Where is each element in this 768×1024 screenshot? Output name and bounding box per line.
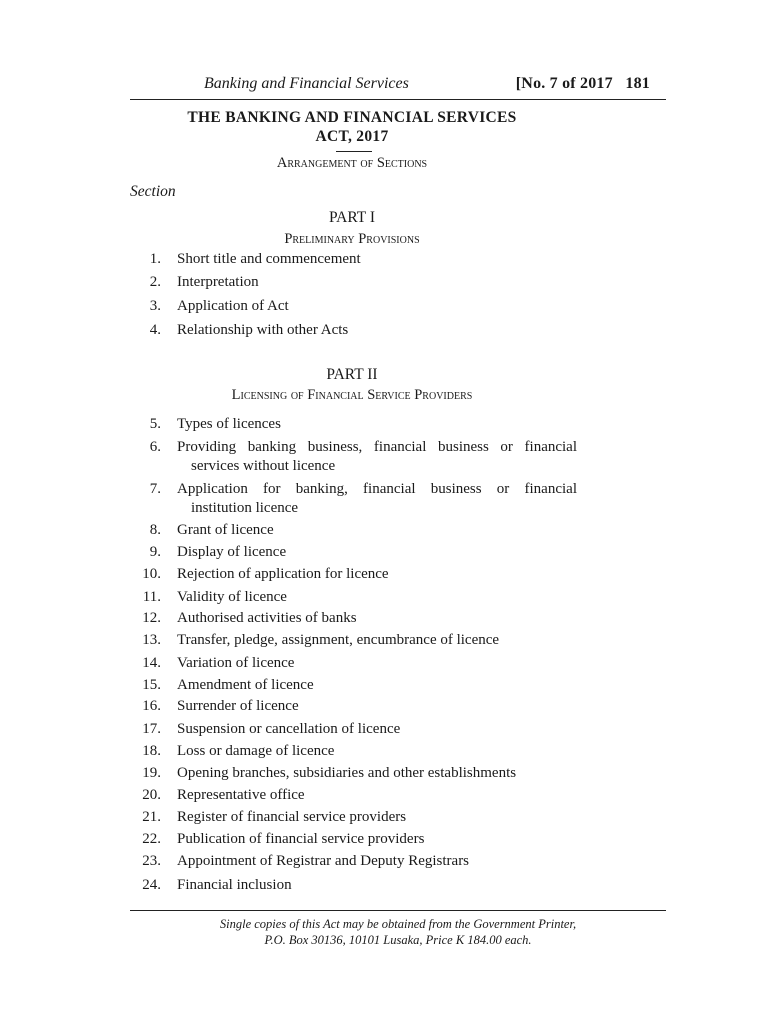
footer-rule bbox=[130, 910, 666, 911]
section-title: Loss or damage of licence bbox=[177, 743, 335, 759]
section-title: Rejection of application for licence bbox=[177, 566, 389, 582]
section-number: 3. bbox=[149, 298, 161, 314]
section-title: Variation of licence bbox=[177, 655, 295, 671]
section-title: Grant of licence bbox=[177, 522, 274, 538]
section-title: Application of Act bbox=[177, 298, 289, 314]
section-number: 21. bbox=[142, 809, 161, 825]
section-number: 6. bbox=[149, 439, 161, 455]
section-number: 22. bbox=[142, 831, 161, 847]
section-number: 10. bbox=[142, 566, 161, 582]
section-title: Representative office bbox=[177, 787, 305, 803]
header-rule bbox=[130, 99, 666, 100]
section-title: Register of financial service providers bbox=[177, 809, 407, 825]
act-title-line-1: THE BANKING AND FINANCIAL SERVICES bbox=[187, 109, 517, 126]
section-number: 13. bbox=[142, 632, 161, 648]
section-title: Opening branches, subsidiaries and other establishments bbox=[177, 765, 517, 781]
section-number: 11. bbox=[142, 589, 161, 605]
section-title: Application for banking, financial business or financial bbox=[177, 481, 577, 497]
section-title: Appointment of Registrar and Deputy Registrars bbox=[177, 853, 470, 869]
part-2-title: PART II bbox=[326, 366, 378, 383]
section-number: 5. bbox=[149, 416, 161, 432]
section-number: 12. bbox=[142, 610, 161, 626]
section-title: Providing banking business, financial business or financial bbox=[177, 439, 577, 455]
section-label: Section bbox=[130, 183, 176, 200]
section-title-continuation: institution licence bbox=[191, 500, 299, 516]
section-title-continuation: services without licence bbox=[191, 458, 336, 474]
part-2-subtitle: Licensing of Financial Service Providers bbox=[231, 387, 473, 403]
section-number: 14. bbox=[142, 655, 161, 671]
section-number: 15. bbox=[142, 677, 161, 693]
part-1-title: PART I bbox=[328, 209, 376, 226]
section-number: 9. bbox=[149, 544, 161, 560]
footer-line-2: P.O. Box 30136, 10101 Lusaka, Price K 184.00 each. bbox=[264, 933, 532, 947]
section-title: Financial inclusion bbox=[177, 877, 292, 893]
section-title: Surrender of licence bbox=[177, 698, 299, 714]
part-1-subtitle: Preliminary Provisions bbox=[284, 231, 420, 247]
running-title: Banking and Financial Services bbox=[204, 75, 409, 92]
section-title: Authorised activities of banks bbox=[177, 610, 357, 626]
section-title: Display of licence bbox=[177, 544, 287, 560]
section-title: Types of licences bbox=[177, 416, 281, 432]
section-number: 24. bbox=[142, 877, 161, 893]
section-title: Amendment of licence bbox=[177, 677, 314, 693]
section-number: 1. bbox=[149, 251, 161, 267]
section-title: Validity of licence bbox=[177, 589, 287, 605]
section-number: 17. bbox=[142, 721, 161, 737]
section-number: 2. bbox=[149, 274, 161, 290]
act-title-line-2: ACT, 2017 bbox=[315, 128, 389, 145]
section-title: Transfer, pledge, assignment, encumbrance of licence bbox=[177, 632, 500, 648]
section-number: 8. bbox=[149, 522, 161, 538]
section-title: Relationship with other Acts bbox=[177, 322, 349, 338]
section-number: 18. bbox=[142, 743, 161, 759]
running-header bbox=[130, 75, 666, 97]
section-title: Short title and commencement bbox=[177, 251, 361, 267]
footer-line-1: Single copies of this Act may be obtained from the Government Printer, bbox=[219, 917, 577, 931]
act-reference: [No. 7 of 2017 181 bbox=[515, 75, 650, 92]
section-title: Publication of financial service providers bbox=[177, 831, 425, 847]
section-number: 7. bbox=[149, 481, 161, 497]
section-title: Suspension or cancellation of licence bbox=[177, 721, 401, 737]
section-number: 19. bbox=[142, 765, 161, 781]
section-number: 16. bbox=[142, 698, 161, 714]
title-rule bbox=[336, 151, 372, 152]
arrangement-heading: Arrangement of Sections bbox=[276, 155, 428, 171]
section-number: 4. bbox=[149, 322, 161, 338]
section-title: Interpretation bbox=[177, 274, 259, 290]
section-number: 23. bbox=[142, 853, 161, 869]
section-number: 20. bbox=[142, 787, 161, 803]
